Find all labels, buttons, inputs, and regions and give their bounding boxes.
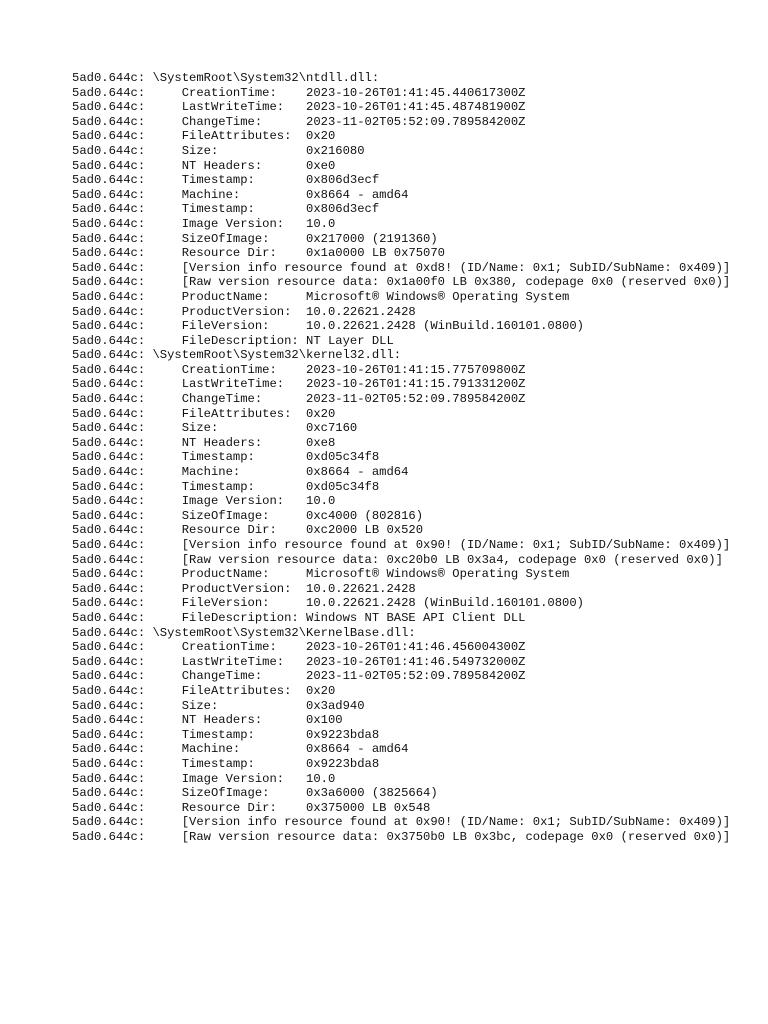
- log-line: 5ad0.644c: Size: 0x3ad940: [72, 698, 365, 713]
- log-line: 5ad0.644c: ChangeTime: 2023-11-02T05:52:09.789584200Z: [72, 392, 526, 407]
- log-line: 5ad0.644c: FileAttributes: 0x20: [72, 406, 336, 421]
- log-line: 5ad0.644c: Timestamp: 0x806d3ecf: [72, 202, 380, 217]
- log-line: 5ad0.644c: CreationTime: 2023-10-26T01:41:46.456004300Z: [72, 640, 526, 655]
- log-line: 5ad0.644c: [Version info resource found at 0xd8! (ID/Name: 0x1; SubID/SubName: 0x409)]: [72, 260, 731, 275]
- log-line: 5ad0.644c: Timestamp: 0x9223bda8: [72, 727, 380, 742]
- log-line: 5ad0.644c: Machine: 0x8664 - amd64: [72, 742, 409, 757]
- log-line: 5ad0.644c: Timestamp: 0x806d3ecf: [72, 173, 380, 188]
- log-line: 5ad0.644c: Machine: 0x8664 - amd64: [72, 465, 409, 480]
- log-line: 5ad0.644c: [Raw version resource data: 0xc20b0 LB 0x3a4, codepage 0x0 (reserved 0x0)]: [72, 552, 723, 567]
- log-line: 5ad0.644c: ProductName: Microsoft® Windows® Operating System: [72, 289, 570, 304]
- log-line: 5ad0.644c: \SystemRoot\System32\kernel32.dll:: [72, 348, 402, 363]
- log-line: 5ad0.644c: FileDescription: NT Layer DLL: [72, 333, 394, 348]
- log-line: 5ad0.644c: LastWriteTime: 2023-10-26T01:41:45.487481900Z: [72, 100, 526, 115]
- log-line: 5ad0.644c: \SystemRoot\System32\KernelBase.dll:: [72, 625, 416, 640]
- log-line: 5ad0.644c: CreationTime: 2023-10-26T01:41:45.440617300Z: [72, 85, 526, 100]
- log-line: 5ad0.644c: Size: 0x216080: [72, 143, 365, 158]
- log-line: 5ad0.644c: Timestamp: 0x9223bda8: [72, 756, 380, 771]
- log-line: 5ad0.644c: Size: 0xc7160: [72, 421, 358, 436]
- log-line: 5ad0.644c: Timestamp: 0xd05c34f8: [72, 450, 380, 465]
- log-line: 5ad0.644c: CreationTime: 2023-10-26T01:41:15.775709800Z: [72, 362, 526, 377]
- log-line: 5ad0.644c: [Version info resource found at 0x90! (ID/Name: 0x1; SubID/SubName: 0x409)]: [72, 538, 731, 552]
- log-line: 5ad0.644c: ProductVersion: 10.0.22621.2428: [72, 304, 416, 319]
- log-line: 5ad0.644c: Timestamp: 0xd05c34f8: [72, 479, 380, 494]
- log-line: 5ad0.644c: [Raw version resource data: 0x3750b0 LB 0x3bc, codepage 0x0 (reserved 0x0)]: [72, 829, 731, 844]
- log-line: 5ad0.644c: NT Headers: 0x100: [72, 713, 343, 728]
- log-line: 5ad0.644c: Image Version: 10.0: [72, 771, 336, 786]
- log-line: 5ad0.644c: SizeOfImage: 0x217000 (2191360): [72, 231, 438, 246]
- log-line: 5ad0.644c: ProductVersion: 10.0.22621.2428: [72, 581, 416, 596]
- log-line: 5ad0.644c: Resource Dir: 0x375000 LB 0x548: [72, 800, 431, 815]
- log-line: 5ad0.644c: ChangeTime: 2023-11-02T05:52:09.789584200Z: [72, 114, 526, 129]
- log-line: 5ad0.644c: SizeOfImage: 0x3a6000 (3825664): [72, 786, 438, 801]
- log-line: 5ad0.644c: NT Headers: 0xe0: [72, 158, 336, 173]
- log-line: 5ad0.644c: FileDescription: Windows NT BASE API Client DLL: [72, 610, 526, 625]
- log-line: 5ad0.644c: NT Headers: 0xe8: [72, 435, 336, 450]
- log-line: 5ad0.644c: Machine: 0x8664 - amd64: [72, 187, 409, 202]
- log-output: [72, 71, 732, 844]
- log-line: 5ad0.644c: FileAttributes: 0x20: [72, 129, 336, 144]
- log-line: 5ad0.644c: [Raw version resource data: 0x1a00f0 LB 0x380, codepage 0x0 (reserved 0x0)]: [72, 275, 731, 290]
- log-line: 5ad0.644c: LastWriteTime: 2023-10-26T01:41:15.791331200Z: [72, 377, 526, 392]
- log-line: 5ad0.644c: SizeOfImage: 0xc4000 (802816): [72, 508, 424, 523]
- log-line: 5ad0.644c: [Version info resource found at 0x90! (ID/Name: 0x1; SubID/SubName: 0x409)]: [72, 815, 731, 830]
- log-line: 5ad0.644c: LastWriteTime: 2023-10-26T01:41:46.549732000Z: [72, 654, 526, 669]
- log-line: 5ad0.644c: Resource Dir: 0x1a0000 LB 0x75070: [72, 246, 445, 261]
- log-line: 5ad0.644c: FileAttributes: 0x20: [72, 683, 336, 698]
- log-line: 5ad0.644c: FileVersion: 10.0.22621.2428 (WinBuild.160101.0800): [72, 319, 584, 334]
- log-line: 5ad0.644c: Image Version: 10.0: [72, 494, 336, 509]
- log-line: 5ad0.644c: Image Version: 10.0: [72, 216, 336, 231]
- log-line: 5ad0.644c: FileVersion: 10.0.22621.2428 (WinBuild.160101.0800): [72, 596, 584, 611]
- log-line: 5ad0.644c: ProductName: Microsoft® Windows® Operating System: [72, 567, 570, 582]
- log-line: 5ad0.644c: \SystemRoot\System32\ntdll.dll:: [72, 71, 380, 85]
- log-line: 5ad0.644c: Resource Dir: 0xc2000 LB 0x520: [72, 523, 424, 538]
- log-line: 5ad0.644c: ChangeTime: 2023-11-02T05:52:09.789584200Z: [72, 669, 526, 684]
